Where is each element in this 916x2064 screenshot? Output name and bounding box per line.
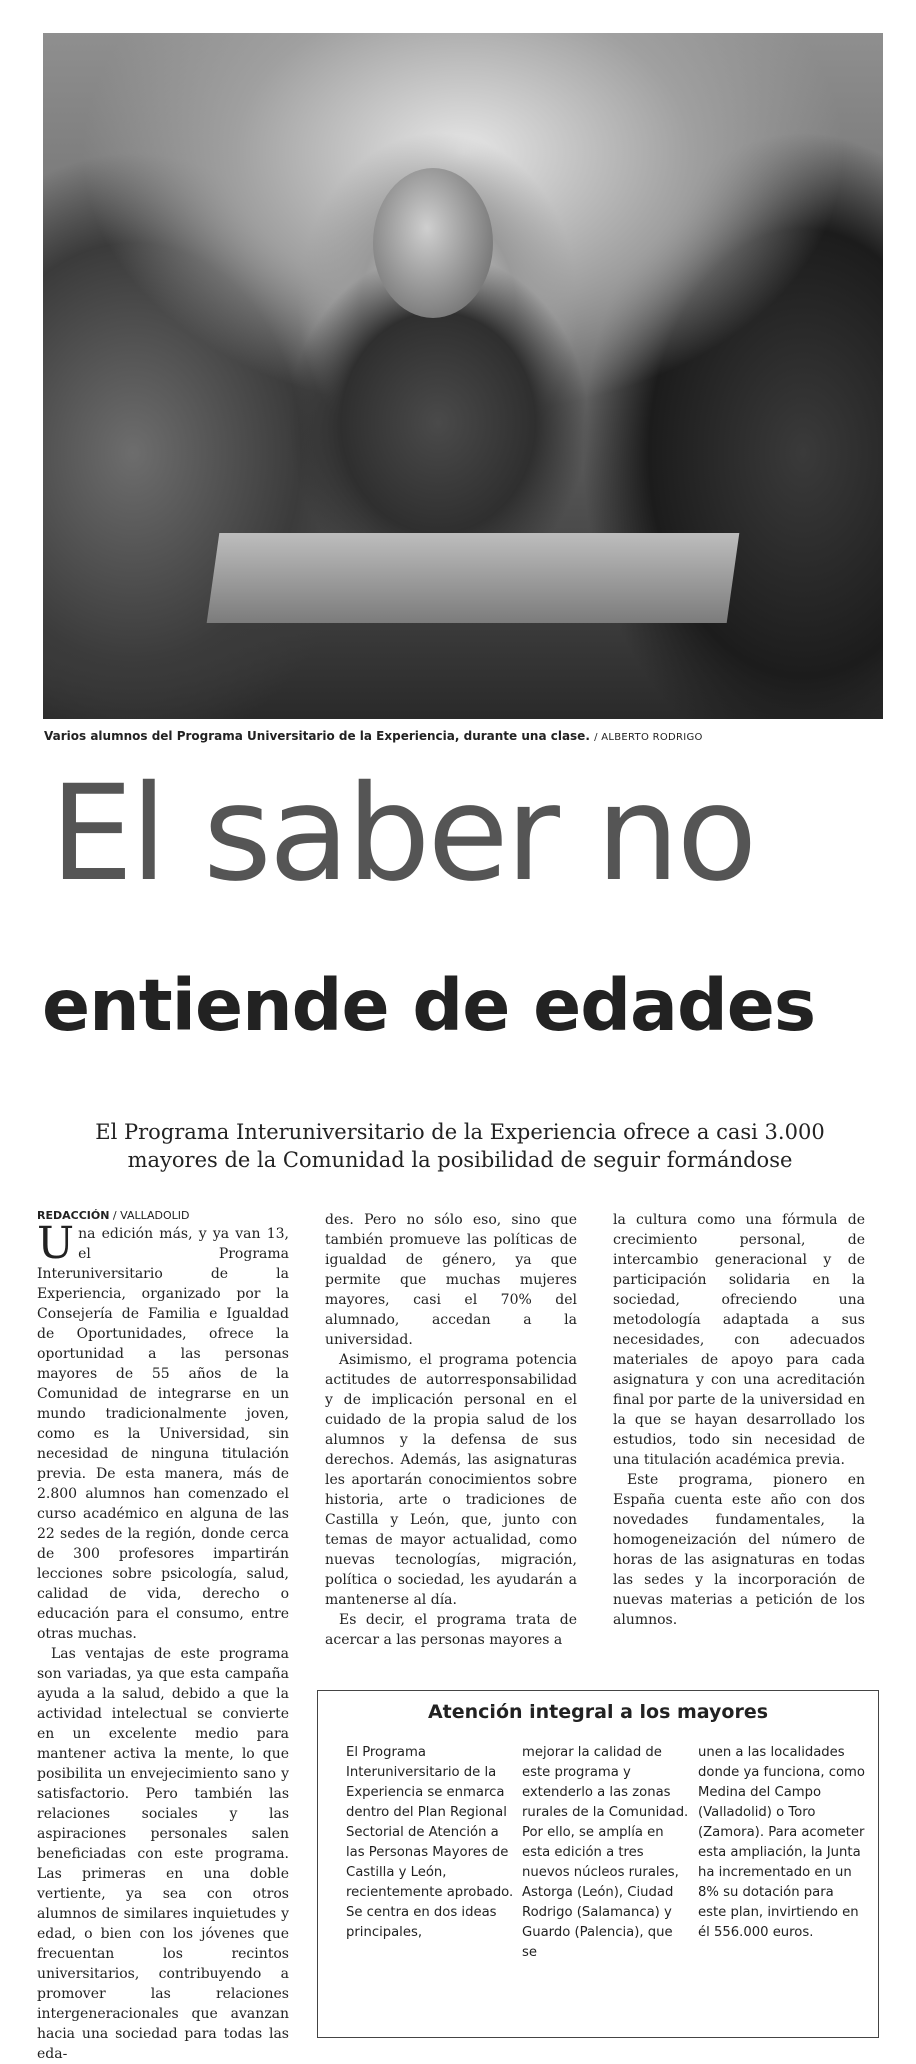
sidebar-column-3: unen a las localidades donde ya funciona, como Medina del Campo (Valladolid) o Toro (Zamora). Para acometer esta ampliación, la Junta ha incrementado en un 8% su dotación para este plan, invirtiendo en él 556.000 euros. — [698, 1745, 865, 1940]
article-column-1 — [37, 1208, 289, 2064]
article-paragraph-3: des. Pero no sólo eso, sino que también promueve las políticas de igualdad de género, ya que permite que muchas mujeres mayores, casi el 70% del alumnado, accedan a la universidad. — [325, 1212, 577, 1348]
photo-caption-text: Varios alumnos del Programa Universitario de la Experiencia, durante una clase. — [44, 729, 590, 743]
photo-desk — [207, 533, 740, 623]
article-column-2 — [325, 1210, 577, 1650]
article-paragraph-4: Asimismo, el programa potencia actitudes de autorresponsabilidad y de implicación personal en el cuidado de la propia salud de los alumnos y la defensa de sus derechos. Además, las asignaturas les aportarán conocimientos sobre historia, arte o tradiciones de Castilla y León, que, junto con temas de mayor actualidad, como nuevas tecnologías, migración, política o sociedad, les ayudarán a mantenerse al día. — [325, 1352, 577, 1608]
article-column-3 — [613, 1210, 865, 1630]
article-paragraph-7: Este programa, pionero en España cuenta este año con dos novedades fundamentales, la homogeneización del número de horas de las asignaturas en todas las sedes y la incorporación de nuevas materias a petición de los alumnos. — [613, 1472, 865, 1628]
subtitle-line-2: mayores de la Comunidad la posibilidad de seguir formándose — [127, 1148, 793, 1172]
photo-credit: / ALBERTO RODRIGO — [594, 732, 703, 743]
article-paragraph-1-text: na edición más, y ya van 13, el Programa Interuniversitario de la Experiencia, organizado por la Consejería de Familia e Igualdad de Oportunidades, ofrece la oportunidad a las personas mayores de 55 años de la Comunidad de integrarse en un mundo tradicionalmente joven, como es la Universidad, sin necesidad de ninguna titulación previa. De esta manera, más de 2.800 alumnos han comenzado el curso académico en alguna de las 22 sedes de la región, donde cerca de 300 profesores impartirán lecciones sobre psicología, salud, calidad de vida, derecho o educación para el consumo, entre otras muchas. — [37, 1226, 289, 1642]
article-paragraph-5: Es decir, el programa trata de acercar a las personas mayores a — [325, 1612, 577, 1648]
sidebar-column-2: mejorar la calidad de este programa y extenderlo a las zonas rurales de la Comunidad. Por ello, se amplía en esta edición a tres nuevos núcleos rurales, Astorga (León), Ciudad Rodrigo (Salamanca) y Guardo (Palencia), que se — [522, 1745, 689, 1960]
photo-student-head — [373, 168, 493, 318]
photo-caption — [44, 729, 884, 743]
article-photo — [43, 33, 883, 719]
headline-line-1: El saber no — [50, 757, 755, 911]
subtitle-line-1: El Programa Interuniversitario de la Experiencia ofrece a casi 3.000 — [95, 1120, 825, 1144]
subtitle — [60, 1118, 860, 1174]
article-paragraph-1 — [37, 1218, 289, 1644]
article-paragraph-2: Las ventajas de este programa son variadas, ya que esta campaña ayuda a la salud, debido a que la actividad intelectual se convierte en un excelente medio para mantener activa la mente, lo que posibilita un envejecimiento sano y satisfactorio. Pero también las relaciones sociales y las aspiraciones personales salen beneficiadas con este programa. Las primeras en una doble vertiente, ya sea con otros alumnos de similares inquietudes y edad, o bien con los jóvenes que frecuentan los recintos universitarios, contribuyendo a promover las relaciones intergeneracionales que avanzan hacia una sociedad para todas las eda- — [37, 1646, 289, 2062]
byline-author: REDACCIÓN — [37, 1209, 110, 1222]
drop-cap: U — [37, 1218, 75, 1269]
sidebar-box — [317, 1690, 879, 2038]
article-paragraph-6: la cultura como una fórmula de crecimiento personal, de intercambio generacional y de participación solidaria en la sociedad, ofreciendo una metodología adaptada a sus necesidades, con adecuados materiales de apoyo para cada asignatura y con una acreditación final por parte de la universidad en la que se hayan desarrollado los estudios, todo sin necesidad de una titulación académica previa. — [613, 1212, 865, 1468]
sidebar-column-1: El Programa Interuniversitario de la Experiencia se enmarca dentro del Plan Regional Sectorial de Atención a las Personas Mayores de Castilla y León, recientemente aprobado. Se centra en dos ideas principales, — [346, 1745, 514, 1940]
byline — [37, 1208, 289, 1224]
byline-place: / VALLADOLID — [109, 1209, 190, 1222]
headline-line-2: entiende de edades — [42, 964, 816, 1047]
sidebar-title: Atención integral a los mayores — [427, 1701, 769, 1723]
